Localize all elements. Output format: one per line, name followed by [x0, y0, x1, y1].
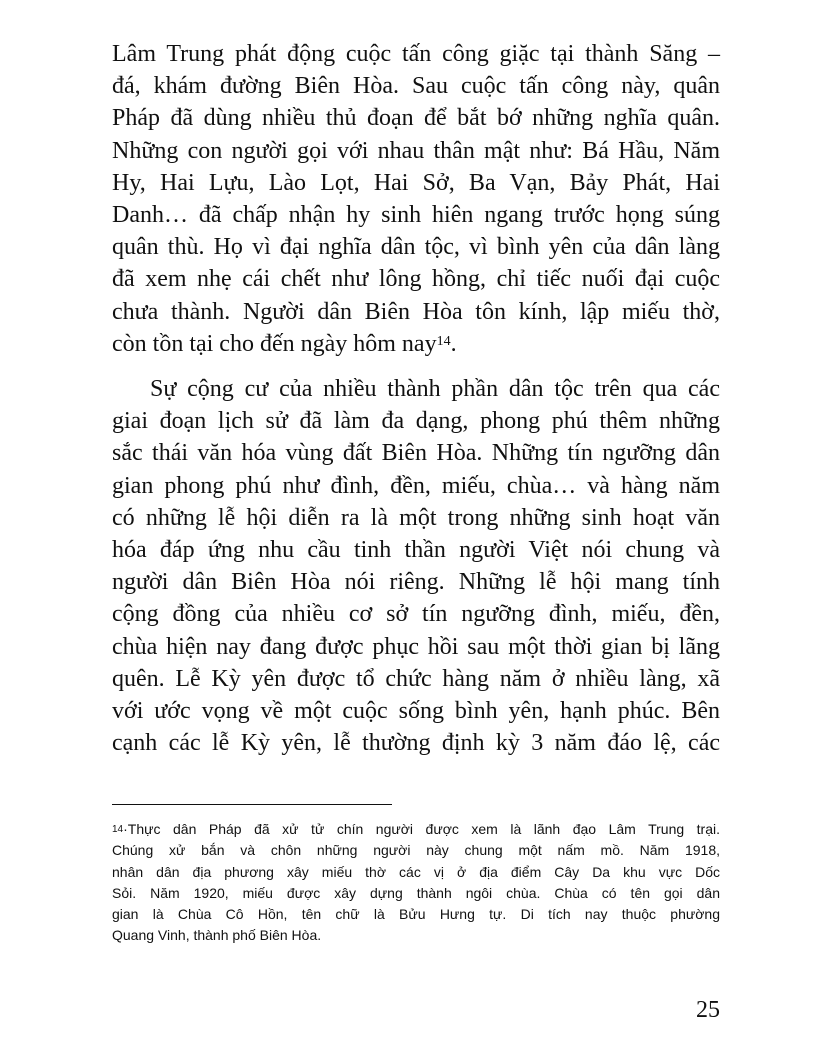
paragraph-2 [112, 373, 720, 759]
last-line-text: còn tồn tại cho đến ngày hôm nay [112, 330, 437, 357]
footnote-line: nhân dân địa phương xây miếu thờ các vị ở địa điểm Cây Da khu vực Dốc [112, 863, 720, 880]
text-line: cộng đồng của nhiều cơ sở tín ngưỡng đình, miếu, đền, [112, 601, 720, 628]
text-line: quân thù. Họ vì đại nghĩa dân tộc, vì bình yên của dân làng [112, 234, 720, 261]
text-line: với ước vọng về một cuộc sống bình yên, hạnh phúc. Bên [112, 698, 720, 725]
text-line: chưa thành. Người dân Biên Hòa tôn kính, lập miếu thờ, [112, 298, 720, 325]
text-line: Sự cộng cư của nhiều thành phần dân tộc trên qua các [150, 376, 720, 403]
paragraph-1 [112, 38, 720, 360]
text-line: Pháp đã dùng nhiều thủ đoạn để bắt bớ những nghĩa quân. [112, 105, 720, 132]
footnote-divider [112, 804, 392, 805]
text-line: hóa đáp ứng nhu cầu tinh thần người Việt nói chung và [112, 537, 720, 564]
footnote-reference[interactable]: 14 [436, 333, 451, 349]
text-line: quên. Lễ Kỳ yên được tổ chức hàng năm ở nhiều làng, xã [112, 665, 720, 692]
text-line: sắc thái văn hóa vùng đất Biên Hòa. Những tín ngưỡng dân [112, 440, 720, 467]
text-line: Danh… đã chấp nhận hy sinh hiên ngang trước họng súng [112, 202, 720, 229]
body-text [112, 38, 720, 759]
text-line-last [112, 328, 720, 360]
text-line: cạnh các lễ Kỳ yên, lễ thường định kỳ 3 năm đáo lệ, các [112, 730, 720, 757]
footnote [112, 819, 720, 947]
page-number: 25 [696, 997, 720, 1023]
footnote-line: Sỏi. Năm 1920, miếu được xây dựng thành ngôi chùa. Chùa có tên gọi dân [112, 884, 720, 901]
text-line: giai đoạn lịch sử đã làm đa dạng, phong phú thêm những [112, 408, 720, 435]
footnote-line-text: ·Thực dân Pháp đã xử tử chín người được xem là lãnh đạo Lâm Trung trại. [123, 821, 720, 837]
text-line: người dân Biên Hòa nói riêng. Những lễ hội mang tính [112, 569, 720, 596]
footnote-line-last: Quang Vinh, thành phố Biên Hòa. [112, 927, 322, 944]
text-line: Những con người gọi với nhau thân mật như: Bá Hầu, Năm [112, 137, 720, 164]
text-line: Lâm Trung phát động cuộc tấn công giặc tại thành Săng – [112, 41, 720, 67]
footnote-line: Chúng xử bắn và chôn những người này chung một nấm mồ. Năm 1918, [112, 842, 720, 859]
last-line-end: . [450, 330, 457, 357]
text-line: đá, khám đường Biên Hòa. Sau cuộc tấn công này, quân [112, 73, 720, 100]
footnote-line [112, 819, 720, 840]
text-line: chùa hiện nay đang được phục hồi sau một thời gian bị lãng [112, 633, 720, 660]
footnote-marker: 14 [112, 824, 124, 835]
footnote-line: gian là Chùa Cô Hồn, tên chữ là Bửu Hưng tự. Di tích nay thuộc phường [112, 906, 720, 923]
text-line: đã xem nhẹ cái chết như lông hồng, chỉ tiếc nuối đại cuộc [112, 266, 720, 293]
text-line: có những lễ hội diễn ra là một trong những sinh hoạt văn [112, 504, 720, 531]
text-line: gian phong phú như đình, đền, miếu, chùa… và hàng năm [112, 472, 720, 499]
text-line: Hy, Hai Lựu, Lào Lọt, Hai Sở, Ba Vạn, Bảy Phát, Hai [112, 169, 720, 196]
